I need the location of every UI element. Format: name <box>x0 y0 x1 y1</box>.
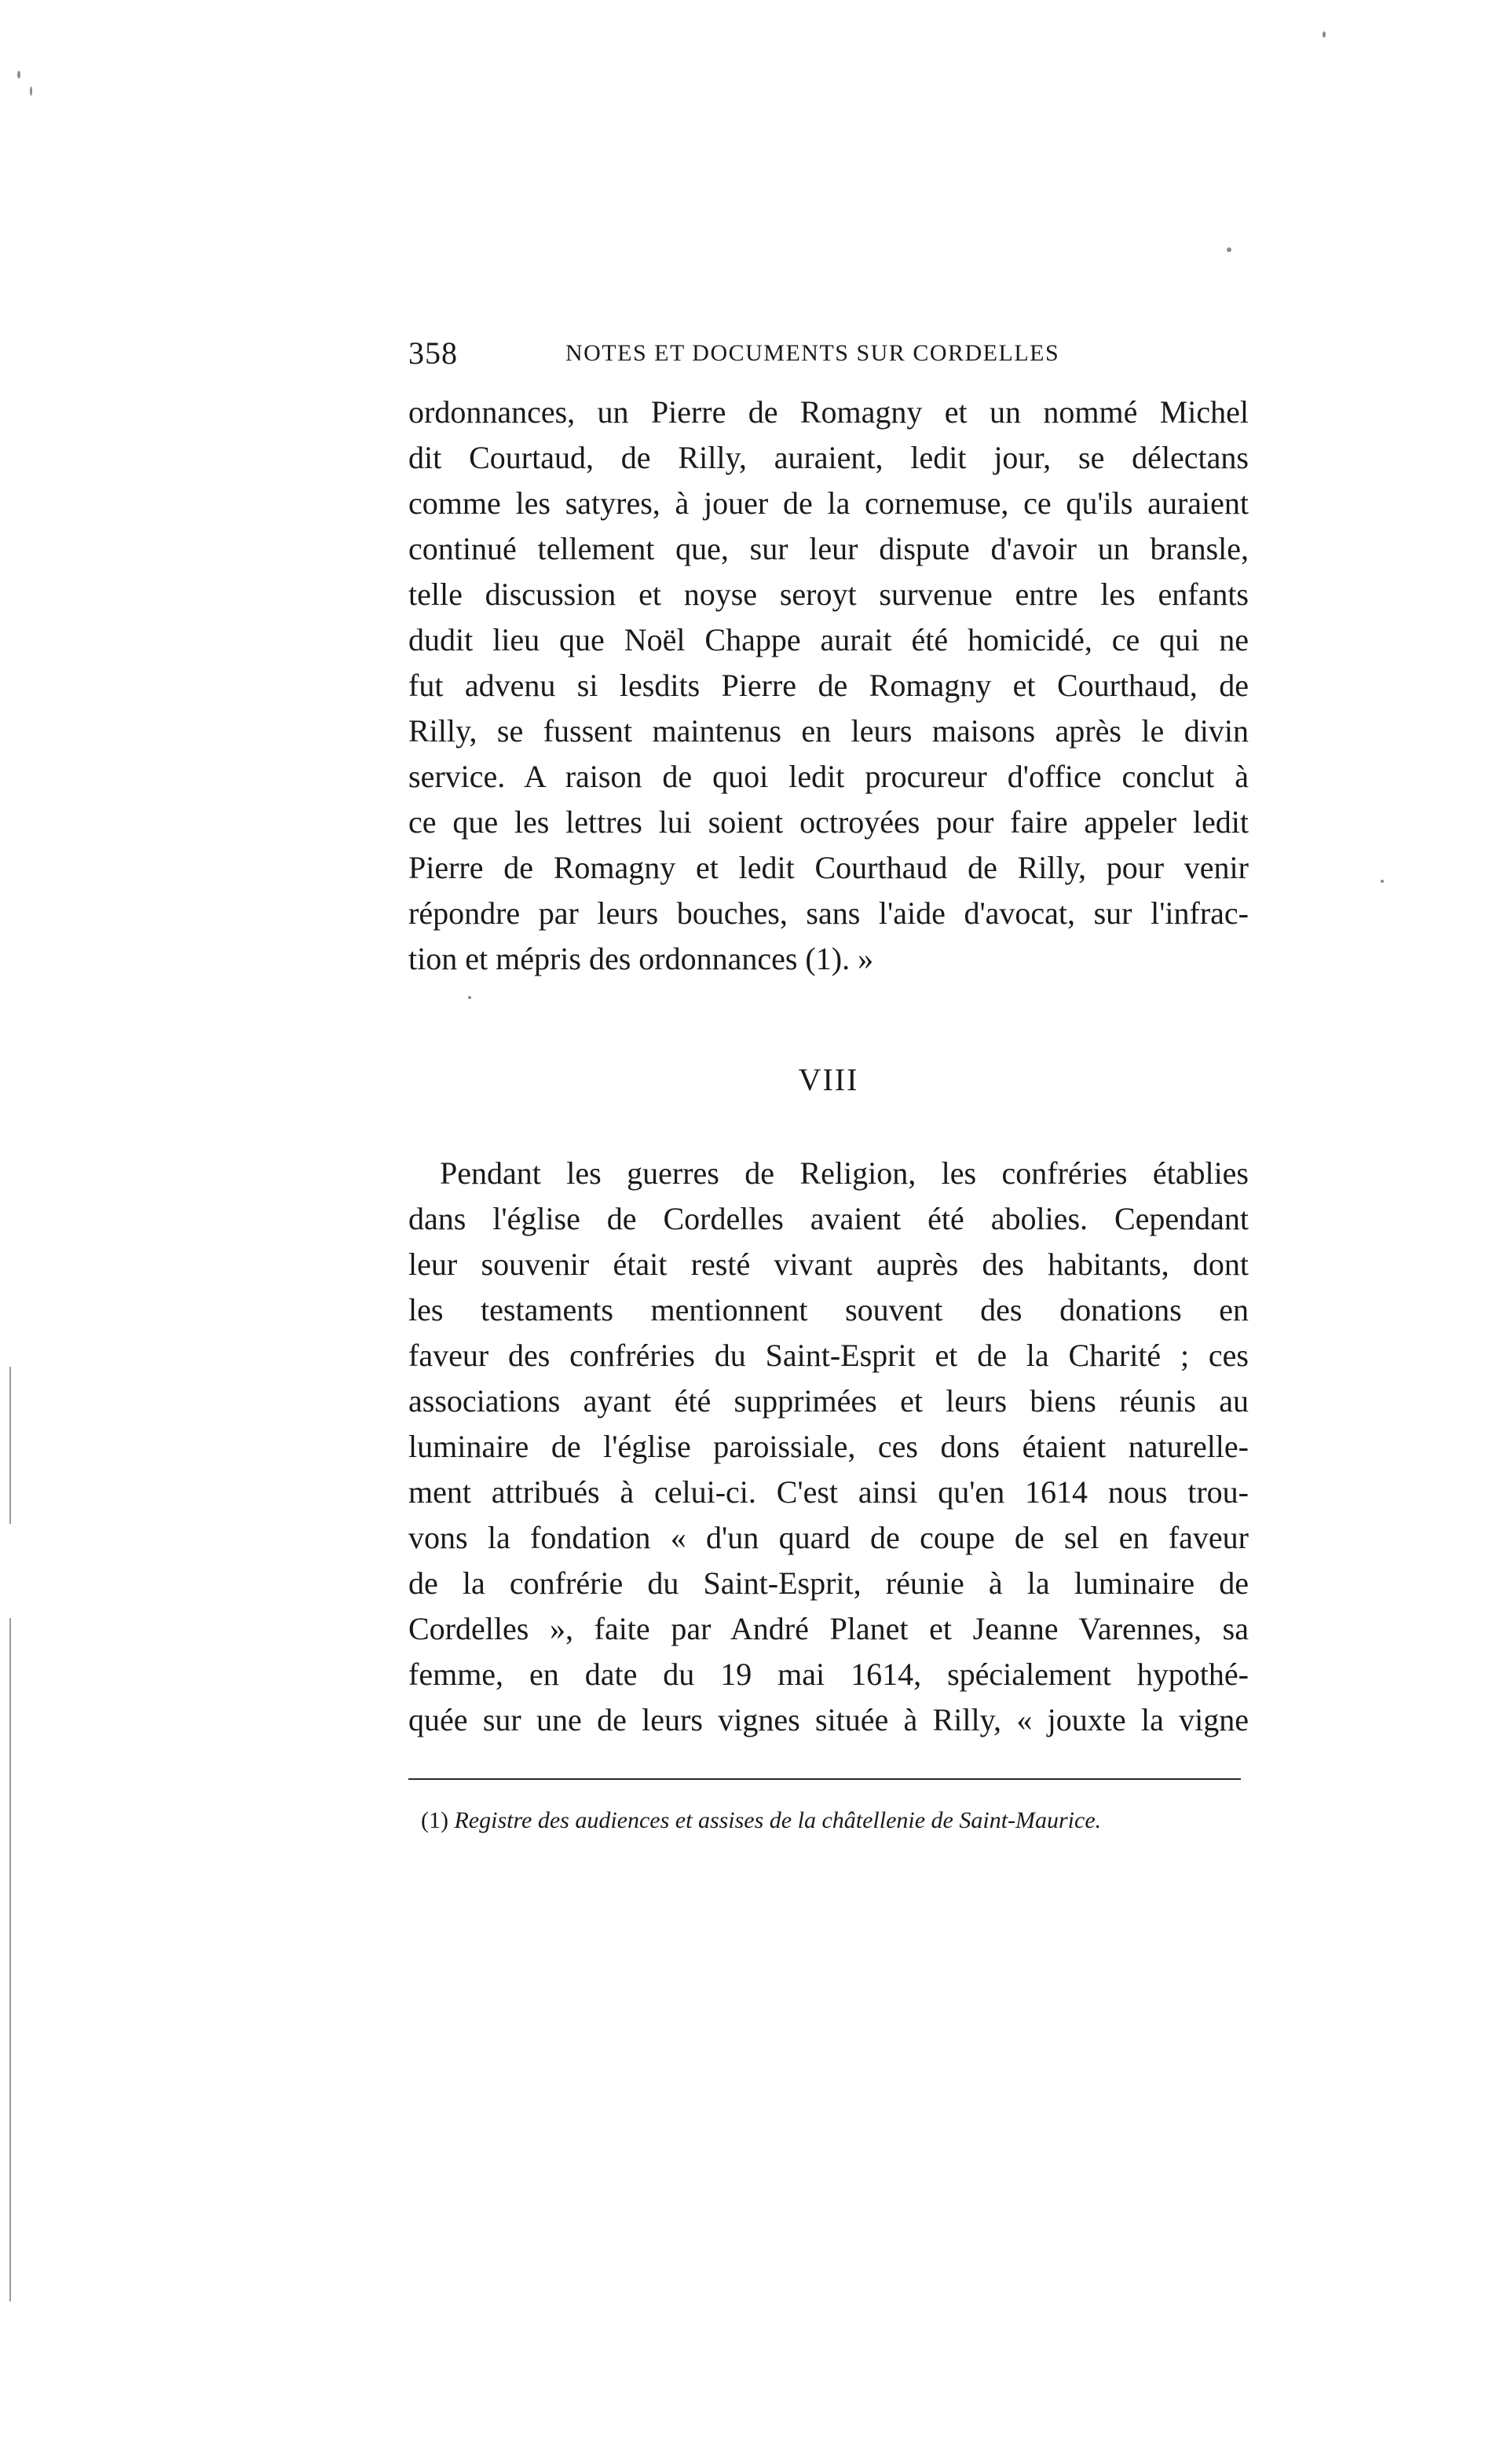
section-heading: VIII <box>798 1062 859 1097</box>
scan-speck <box>1227 247 1231 252</box>
text-line: Pierre de Romagny et ledit Courthaud de Rilly, pour venir <box>408 850 1249 885</box>
text-line: Pendant les guerres de Religion, les confréries établies <box>440 1155 1249 1191</box>
text-line: quée sur une de leurs vignes située à Rilly, « jouxte la vigne <box>408 1702 1249 1737</box>
scan-speck <box>1323 31 1326 38</box>
text-line: de la confrérie du Saint-Esprit, réunie à la luminaire de <box>408 1565 1249 1601</box>
text-line: dit Courtaud, de Rilly, auraient, ledit jour, se délectans <box>408 440 1249 475</box>
text-line: dudit lieu que Noël Chappe aurait été homicidé, ce qui ne <box>408 622 1249 657</box>
text-line: faveur des confréries du Saint-Esprit et de la Charité ; ces <box>408 1338 1249 1373</box>
running-head: NOTES ET DOCUMENTS SUR CORDELLES <box>565 340 1060 366</box>
text-line: répondre par leurs bouches, sans l'aide d'avocat, sur l'infrac- <box>408 895 1249 931</box>
text-line: ment attribués à celui-ci. C'est ainsi qu'en 1614 nous trou- <box>408 1474 1249 1510</box>
text-line: dans l'église de Cordelles avaient été abolies. Cependant <box>408 1201 1249 1236</box>
text-line: les testaments mentionnent souvent des donations en <box>408 1292 1249 1327</box>
paragraph-continuation <box>408 390 1249 982</box>
footnote-text: Registre des audiences et assises de la châtellenie de Saint-Maurice. <box>454 1807 1102 1833</box>
footnote-rule <box>408 1778 1241 1780</box>
text-line: service. A raison de quoi ledit procureur d'office conclut à <box>408 759 1249 794</box>
page-number: 358 <box>408 335 458 371</box>
text-line: fut advenu si lesdits Pierre de Romagny et Courthaud, de <box>408 668 1249 703</box>
text-line: ce que les lettres lui soient octroyées pour faire appeler ledit <box>408 804 1249 840</box>
text-line: tion et mépris des ordonnances (1). » <box>408 941 874 976</box>
footnote-marker: (1) <box>421 1807 448 1833</box>
scan-speck <box>17 71 20 79</box>
scan-speck <box>468 996 471 999</box>
text-line: vons la fondation « d'un quard de coupe de sel en faveur <box>408 1520 1249 1555</box>
scan-edge-mark <box>9 1367 11 1524</box>
text-line: telle discussion et noyse seroyt survenue entre les enfants <box>408 577 1249 612</box>
text-line: ordonnances, un Pierre de Romagny et un nommé Michel <box>408 394 1249 430</box>
text-line: associations ayant été supprimées et leurs biens réunis au <box>408 1383 1249 1419</box>
text-line: continué tellement que, sur leur dispute d'avoir un bransle, <box>408 531 1249 566</box>
scan-speck <box>30 86 32 96</box>
text-line: luminaire de l'église paroissiale, ces dons étaient naturelle- <box>408 1429 1249 1464</box>
page-header <box>408 330 1241 377</box>
text-line: Rilly, se fussent maintenus en leurs maisons après le divin <box>408 713 1249 749</box>
text-line: Cordelles », faite par André Planet et Jeanne Varennes, sa <box>408 1611 1249 1646</box>
scan-edge-mark <box>9 1618 11 2301</box>
text-line: comme les satyres, à jouer de la cornemuse, ce qu'ils auraient <box>408 485 1249 521</box>
text-line: femme, en date du 19 mai 1614, spécialement hypothé- <box>408 1657 1249 1692</box>
scan-speck <box>1381 880 1384 883</box>
footnote <box>421 1803 1253 1839</box>
paragraph-section-viii <box>408 1151 1249 1743</box>
text-line: leur souvenir était resté vivant auprès des habitants, dont <box>408 1247 1249 1282</box>
